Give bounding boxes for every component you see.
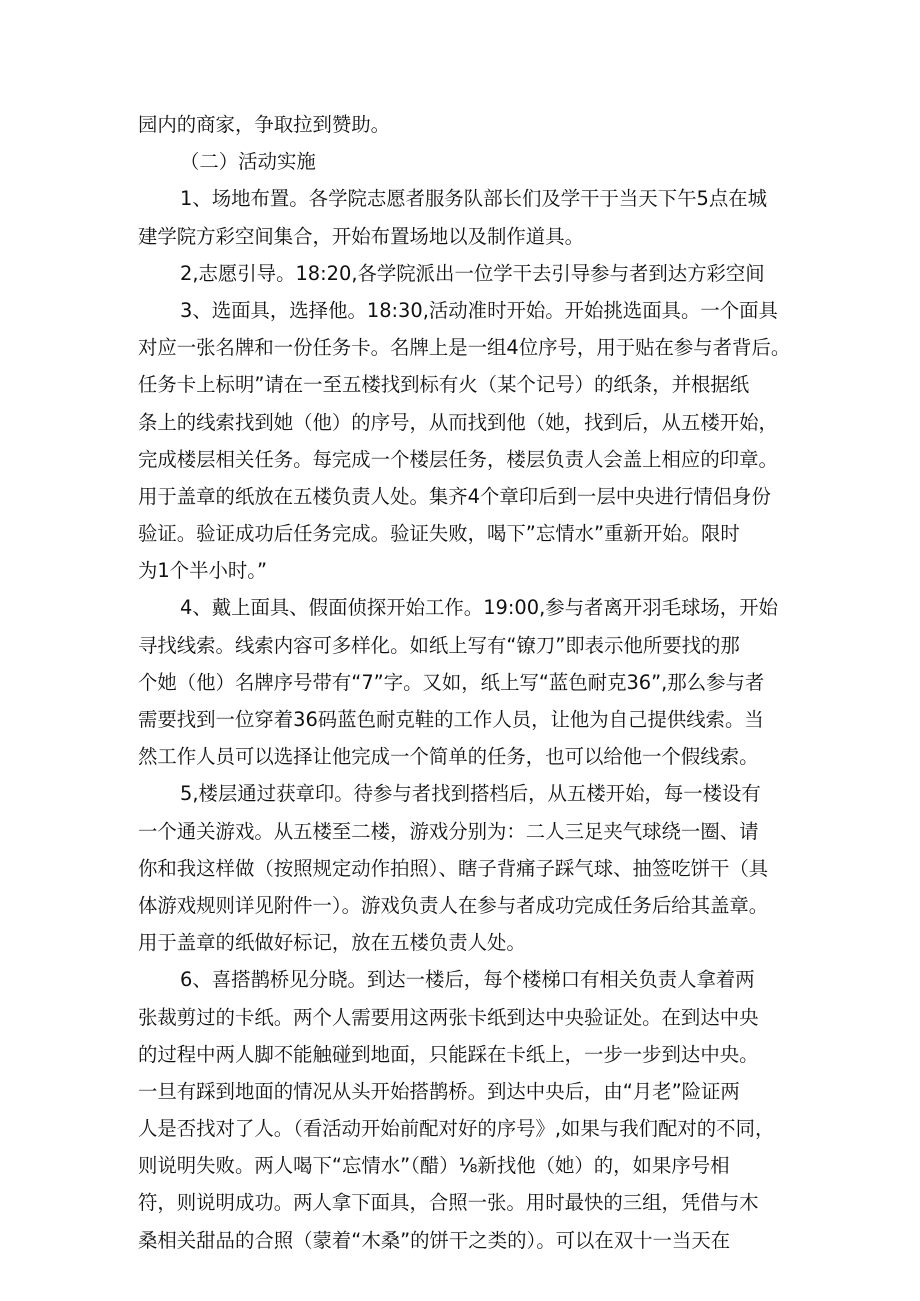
text-line: 5,楼层通过获章印。待参与者找到搭档后，从五楼开始，每一楼设有	[180, 782, 761, 806]
text-line: 个她（他）名牌序号带有“7”字。又如，纸上写“蓝色耐克36”,那么参与者	[138, 670, 765, 694]
text-line: 条上的线索找到她（他）的序号，从而找到他（她，找到后，从五楼开始，	[138, 410, 778, 434]
text-line: 桑相关甜品的合照（蒙着“木桑”的饼干之类的）。可以在双十一当天在	[138, 1228, 731, 1252]
text-line: 的过程中两人脚不能触碰到地面，只能踩在卡纸上，一步一步到达中央。	[138, 1042, 759, 1066]
text-line: 一个通关游戏。从五楼至二楼，游戏分别为：二人三足夹气球绕一圈、请	[138, 819, 759, 843]
paragraph-volunteer-guidance	[138, 255, 786, 292]
text-line: 验证。验证成功后任务完成。验证失败，喝下”忘情水”重新开始。限时	[138, 522, 740, 546]
text-line: 用于盖章的纸做好标记，放在五楼负责人处。	[138, 931, 526, 955]
text-line: 用于盖章的纸放在五楼负责人处。集齐4个章印后到一层中央进行情侣身份	[138, 484, 771, 508]
text-line: 园内的商家，争取拉到赞助。	[138, 113, 391, 136]
text-line: 一旦有踩到地面的情况从头开始搭鹊桥。到达中央后，由“月老”险证两	[138, 1079, 740, 1103]
section-heading: （二）活动实施	[180, 150, 316, 174]
text-line: 需要找到一位穿着36码蓝色耐克鞋的工作人员，让他为自己提供线索。当	[138, 708, 764, 731]
paragraph-floor-stamps	[138, 775, 786, 961]
text-line: 则说明失败。两人喝下“忘情水”（醋）⅛新找他（她）的，如果序号相	[138, 1154, 730, 1178]
text-line: 2,志愿引导。18:20,各学院派出一位学干去引导参与者到达方彩空间	[180, 261, 765, 285]
document-body	[138, 106, 791, 1259]
text-line: 为1个半小时。”	[138, 559, 268, 583]
text-line: 寻找线索。线索内容可多样化。如纸上写有“镣刀”即表示他所要找的那	[138, 633, 740, 657]
text-line: 对应一张名牌和一份任务卡。名牌上是一组4位序号，用于贴在参与者背后。	[138, 336, 791, 360]
paragraph-magpie-bridge	[138, 961, 786, 1259]
paragraph-venue-setup	[138, 180, 786, 254]
text-line: 6、喜搭鹊桥见分晓。到达一楼后，每个楼梯口有相关负责人拿着两	[180, 968, 755, 992]
text-line: 3、选面具，选择他。18:30,活动准时开始。开始挑选面具。一个面具	[180, 298, 778, 322]
text-line: 4、戴上面具、假面侦探开始工作。19:00,参与者离开羽毛球场，开始	[180, 596, 778, 620]
text-line: 体游戏规则详见附件一）。游戏负责人在参与者成功完成任务后给其盖章。	[138, 893, 769, 917]
text-line: 然工作人员可以选择让他完成一个简单的任务，也可以给他一个假线索。	[138, 745, 759, 769]
text-line: 张裁剪过的卡纸。两个人需要用这两张卡纸到达中央验证处。在到达中央	[138, 1005, 759, 1029]
text-line: 人是否找对了人。（看活动开始前配对好的序号》,如果与我们配对的不同，	[138, 1117, 775, 1141]
paragraph-choose-mask	[138, 292, 791, 590]
text-line: 完成楼层相关任务。每完成一个楼层任务，楼层负责人会盖上相应的印章。	[138, 447, 778, 471]
text-line: 符，则说明成功。两人拿下面具，合照一张。用时最快的三组，凭借与木	[138, 1191, 759, 1215]
text-line: 你和我这样做（按照规定动作拍照）、瞎子背痛子踩气球、抽签吃饼干（具	[138, 856, 769, 880]
text-line: 建学院方彩空间集合，开始布置场地以及制作道具。	[138, 224, 584, 248]
text-line: 1、场地布置。各学院志愿者服务队部长们及学干于当天下午5点在城	[180, 187, 768, 211]
paragraph-continuation	[138, 106, 786, 143]
paragraph-mask-detective	[138, 589, 786, 775]
section-heading-activity-implementation	[138, 143, 786, 180]
text-line: 任务卡上标明”请在一至五楼找到标有火（某个记号）的纸条，并根据纸	[138, 373, 750, 397]
